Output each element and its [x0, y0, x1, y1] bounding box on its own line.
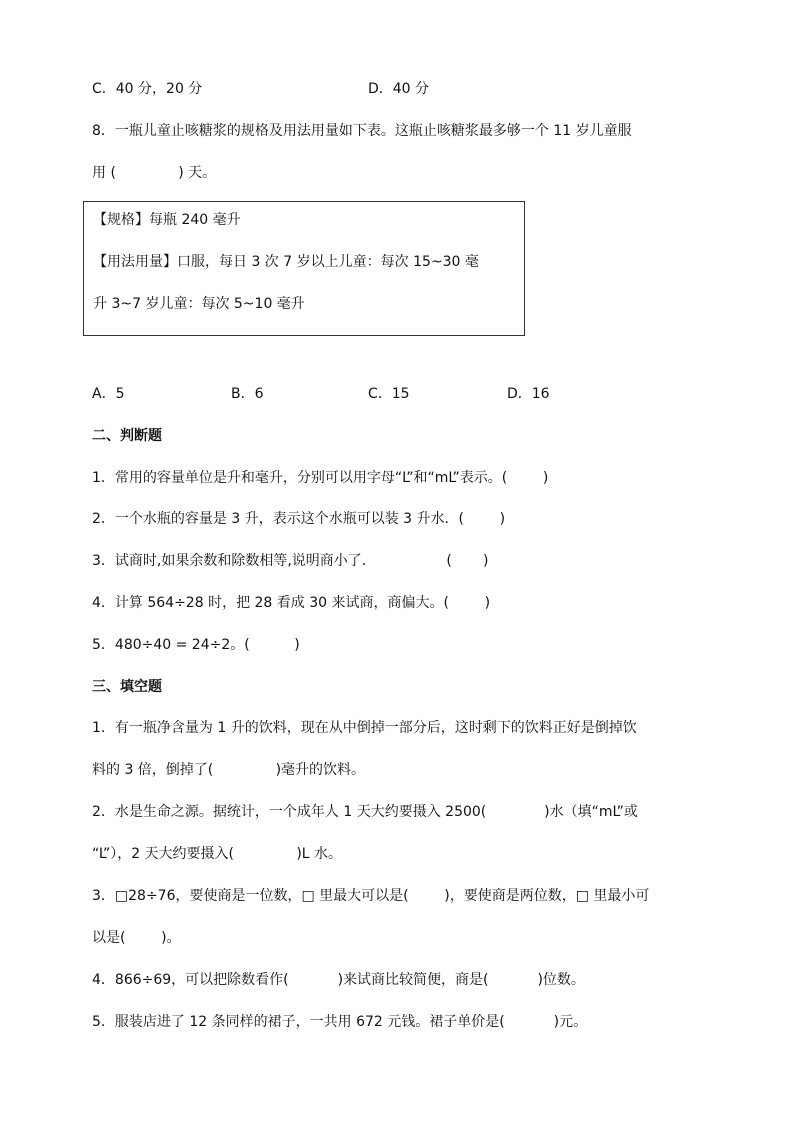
fill-item-1-line-1: 1．有一瓶净含量为 1 升的饮料，现在从中倒掉一部分后，这时剩下的饮料正好是倒掉饮	[92, 720, 637, 736]
q8-option-d: D．16	[507, 386, 550, 402]
specification-box	[83, 201, 525, 336]
spec-line-2: 【用法用量】口服，每日 3 次 7 岁以上儿童：每次 15~30 毫	[93, 254, 479, 270]
q8-option-c: C．15	[368, 386, 410, 402]
spec-line-1: 【规格】每瓶 240 毫升	[93, 212, 241, 228]
judge-item-3: 3．试商时,如果余数和除数相等,说明商小了. ( )	[92, 553, 489, 569]
section-fill-title: 三、填空题	[92, 679, 162, 695]
question-8-line-2: 用 ( ) 天。	[92, 165, 217, 181]
q8-option-b: B．6	[231, 386, 264, 402]
judge-item-4: 4．计算 564÷28 时，把 28 看成 30 来试商，商偏大。( )	[92, 595, 491, 611]
judge-item-2: 2．一个水瓶的容量是 3 升，表示这个水瓶可以装 3 升水．( )	[92, 511, 506, 527]
spec-line-3: 升 3~7 岁儿童：每次 5~10 毫升	[93, 296, 305, 312]
fill-item-3-line-2: 以是( )。	[92, 930, 181, 946]
judge-item-5: 5．480÷40 = 24÷2。( )	[92, 637, 300, 653]
fill-item-1-line-2: 料的 3 倍，倒掉了( )毫升的饮料。	[92, 762, 366, 778]
section-judge-title: 二、判断题	[92, 428, 162, 444]
fill-item-2-line-2: “L”），2 天大约要摄入( )L 水。	[92, 846, 343, 862]
fill-item-3-line-1: 3．□28÷76，要使商是一位数，□ 里最大可以是( )，要使商是两位数，□ 里最小可	[92, 888, 650, 904]
fill-item-5: 5．服装店进了 12 条同样的裙子，一共用 672 元钱。裙子单价是( )元。	[92, 1014, 588, 1030]
q8-option-a: A．5	[92, 386, 125, 402]
judge-item-1: 1．常用的容量单位是升和毫升，分别可以用字母“L”和“mL”表示。( )	[92, 470, 549, 486]
option-d: D．40 分	[368, 81, 430, 97]
option-c: C．40 分，20 分	[92, 81, 203, 97]
fill-item-4: 4．866÷69，可以把除数看作( )来试商比较简便，商是( )位数。	[92, 972, 585, 988]
fill-item-2-line-1: 2．水是生命之源。据统计，一个成年人 1 天大约要摄入 2500( )水（填“mL”或	[92, 804, 638, 820]
question-8-line-1: 8．一瓶儿童止咳糖浆的规格及用法用量如下表。这瓶止咳糖浆最多够一个 11 岁儿童服	[92, 123, 632, 139]
